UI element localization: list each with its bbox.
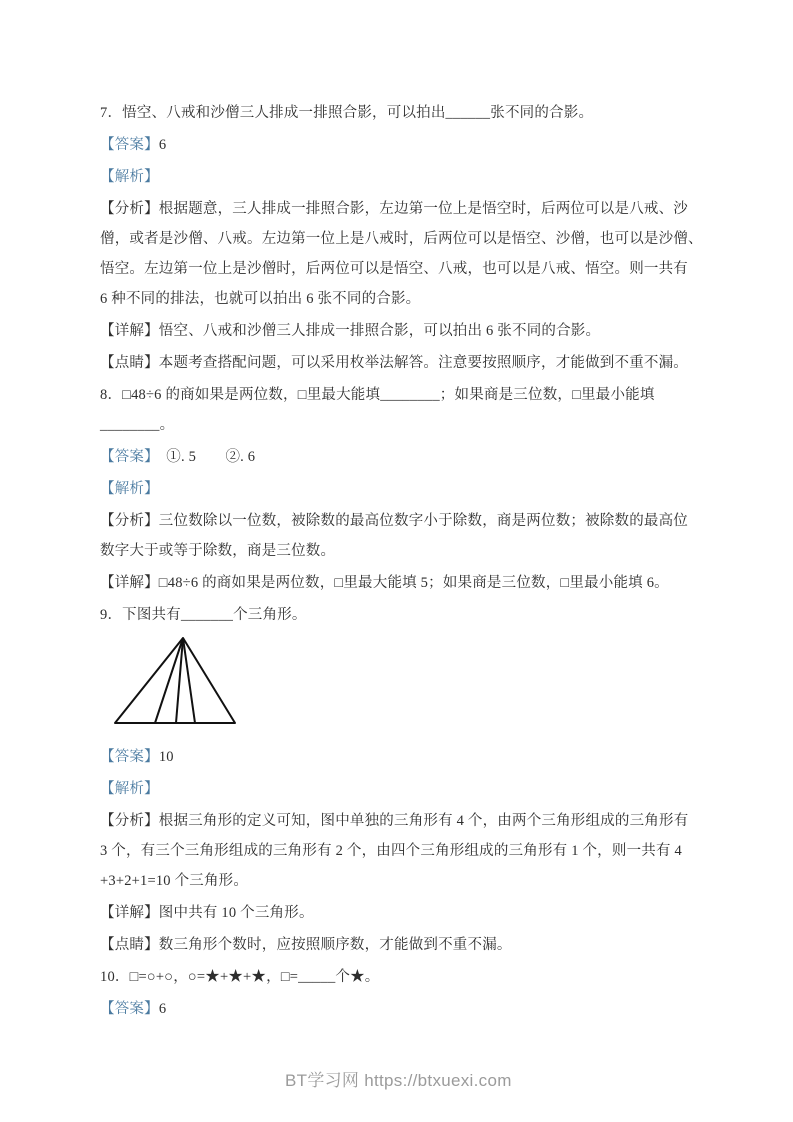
q9-jiexi-block (100, 774, 710, 804)
q10-question-block (100, 962, 710, 992)
q7-jiexi-block (100, 162, 710, 192)
q8-detail-block (100, 568, 710, 598)
footer-watermark: BT学习网 https://btxuexi.com (285, 1071, 512, 1090)
q10-answer-label: 【答案】 (100, 1001, 159, 1017)
q9-note-block (100, 930, 710, 960)
q9-figure-block (100, 634, 710, 726)
q10-answer-value: 6 (158, 1001, 167, 1017)
q7-question-text: 7．悟空、八戒和沙僧三人排成一排照合影，可以拍出______张不同的合影。 (100, 105, 594, 121)
q9-answer-label: 【答案】 (100, 749, 159, 765)
q9-answer-value: 10 (158, 749, 174, 765)
q9-analysis-line-1: 【分析】根据三角形的定义可知，图中单独的三角形有 4 个，由两个三角形组成的三角形有 (100, 813, 689, 829)
q7-note-block (100, 348, 710, 378)
q7-analysis-line-4: 6 种不同的排法，也就可以拍出 6 张不同的合影。 (100, 291, 421, 307)
q9-analysis-paragraph (100, 806, 710, 896)
q7-answer-line (100, 130, 710, 160)
q7-answer-label: 【答案】 (100, 137, 159, 153)
q8-answer-block (100, 442, 710, 472)
q7-answer-block (100, 130, 710, 160)
q7-jiexi-label: 【解析】 (100, 169, 159, 185)
q10-answer-block (100, 994, 710, 1024)
q8-jiexi-block (100, 474, 710, 504)
q8-analysis-line-2: 数字大于或等于除数，商是三位数。 (100, 543, 336, 559)
q9-jiexi-label: 【解析】 (100, 781, 159, 797)
q7-answer-value: 6 (158, 137, 167, 153)
q8-detail-text: 【详解】□48÷6 的商如果是两位数，□里最大能填 5；如果商是三位数，□里最小能填 6。 (100, 575, 669, 591)
q10-question-text: 10．□=○+○，○=★+★+★，□=_____个★。 (100, 969, 380, 985)
q8-jiexi-line (100, 474, 710, 504)
worksheet-content (100, 98, 710, 1024)
q7-analysis-line-3: 悟空。左边第一位上是沙僧时，后两位可以是悟空、八戒，也可以是八戒、悟空。则一共有 (100, 261, 688, 277)
q7-analysis-line-2: 僧，或者是沙僧、八戒。左边第一位上是八戒时，后两位可以是悟空、沙僧，也可以是沙僧、 (100, 231, 703, 247)
q7-jiexi-line (100, 162, 710, 192)
q7-note-text: 【点睛】本题考查搭配问题，可以采用枚举法解答。注意要按照顺序，才能做到不重不漏。 (100, 355, 688, 371)
q7-detail-block (100, 316, 710, 346)
q8-analysis-line-1: 【分析】三位数除以一位数，被除数的最高位数字小于除数，商是两位数；被除数的最高位 (100, 513, 688, 529)
q9-jiexi-line (100, 774, 710, 804)
q9-answer-line (100, 742, 710, 772)
q10-answer-line (100, 994, 710, 1024)
triangle-figure-icon (113, 634, 238, 726)
q9-detail-text: 【详解】图中共有 10 个三角形。 (100, 905, 314, 921)
q9-answer-block (100, 742, 710, 772)
q8-question-block (100, 380, 710, 440)
q9-question-block (100, 600, 710, 630)
q9-detail-block (100, 898, 710, 928)
q7-question-block (100, 98, 710, 128)
q8-analysis-paragraph (100, 506, 710, 566)
q8-question-line-1: 8．□48÷6 的商如果是两位数，□里最大能填________；如果商是三位数，□里最小能填 (100, 387, 655, 403)
q7-analysis-paragraph (100, 194, 710, 314)
q8-question-line-2: ________。 (100, 417, 175, 433)
q8-answer-label: 【答案】 (100, 449, 152, 465)
q8-jiexi-label: 【解析】 (100, 481, 159, 497)
q8-answer-line (100, 442, 710, 472)
q7-analysis-line-1: 【分析】根据题意，三人排成一排照合影，左边第一位上是悟空时，后两位可以是八戒、沙 (100, 201, 688, 217)
q9-note-text: 【点睛】数三角形个数时，应按照顺序数，才能做到不重不漏。 (100, 937, 512, 953)
q9-question-text: 9．下图共有_______个三角形。 (100, 607, 307, 623)
q7-detail-text: 【详解】悟空、八戒和沙僧三人排成一排照合影，可以拍出 6 张不同的合影。 (100, 323, 601, 339)
q9-analysis-line-2: 3 个，有三个三角形组成的三角形有 2 个，由四个三角形组成的三角形有 1 个，则一共有 4 (100, 843, 682, 859)
q8-answer-value: ①. 5 ②. 6 (151, 449, 256, 465)
q9-analysis-line-3: +3+2+1=10 个三角形。 (100, 873, 249, 889)
